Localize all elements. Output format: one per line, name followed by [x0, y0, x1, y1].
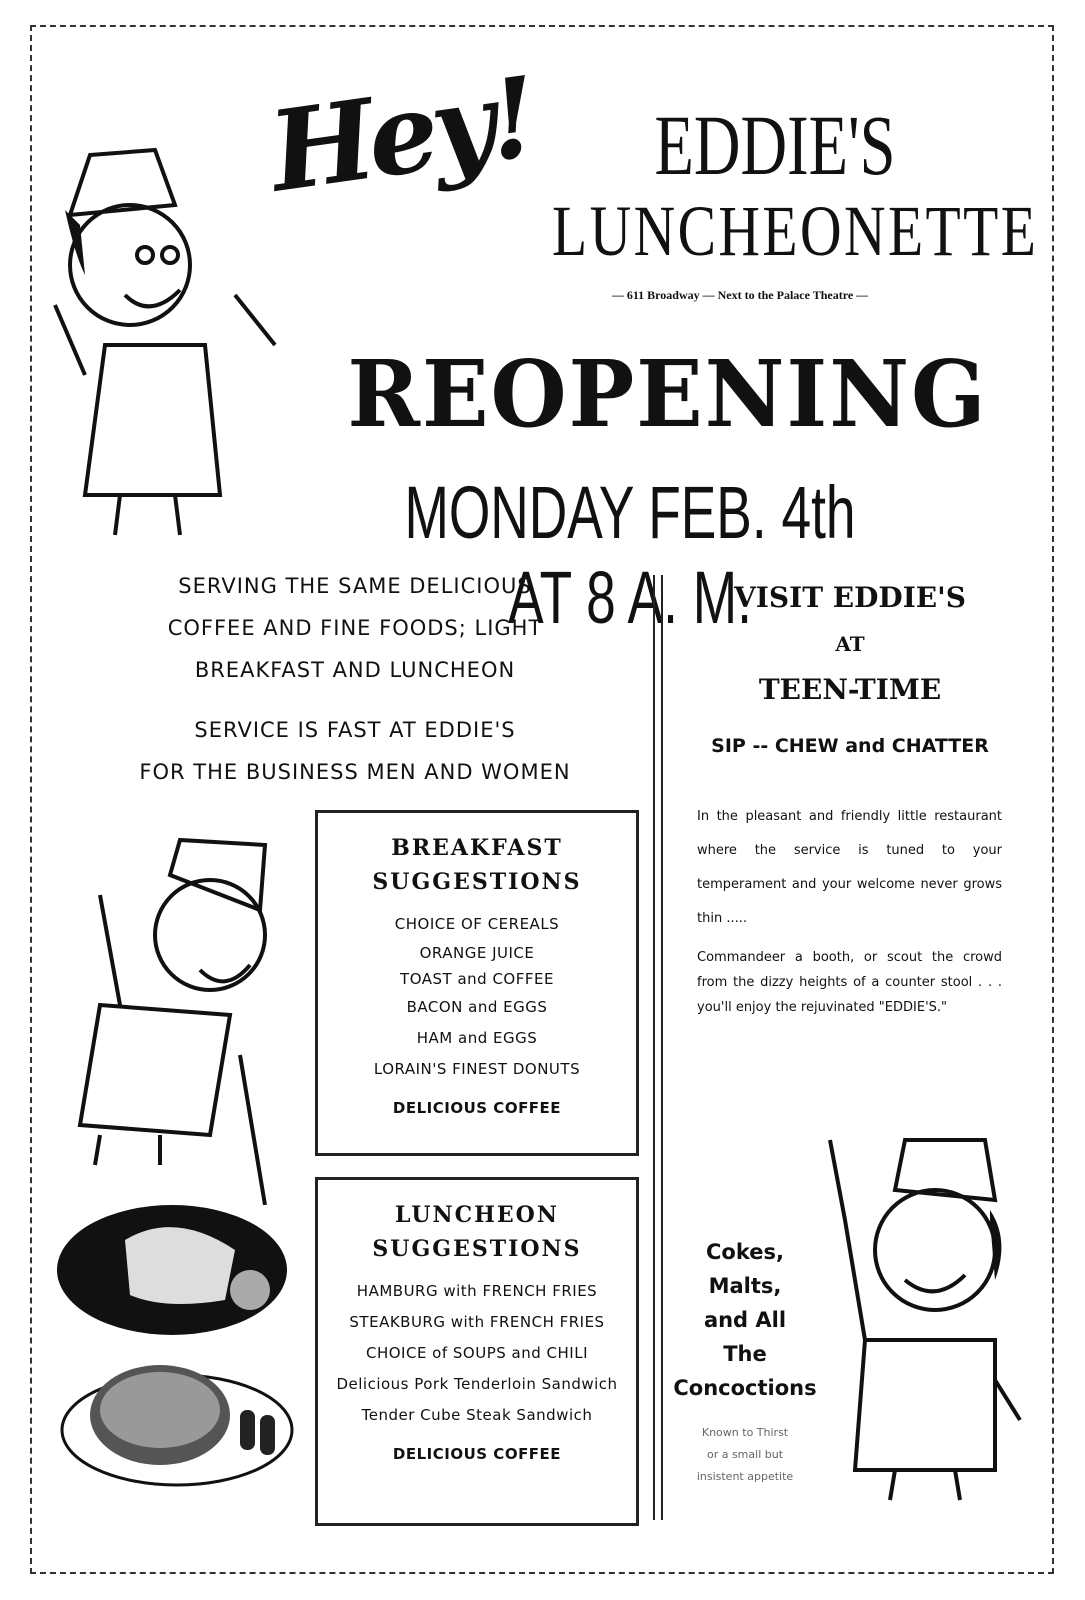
address: — 611 Broadway — Next to the Palace Theatre —: [611, 288, 869, 302]
menu-item: Delicious Pork Tenderloin Sandwich: [336, 1375, 618, 1393]
breakfast-title: BREAKFAST: [391, 835, 563, 861]
teen-line: VISIT EDDIE'S: [734, 581, 966, 614]
luncheon-box: [315, 1177, 639, 1526]
intro-line: BREAKFAST AND LUNCHEON: [194, 658, 516, 682]
cokes-line: and All: [703, 1308, 787, 1332]
menu-item: Tender Cube Steak Sandwich: [361, 1406, 593, 1424]
known-line: insistent appetite: [696, 1470, 794, 1483]
teen-paragraph-2: Commandeer a booth, or scout the crowd from the dizzy heights of a counter stool . . . you'll enjoy the rejuvinated "EDDIE'S.": [697, 950, 1002, 1015]
cokes-text: [670, 1235, 820, 1405]
menu-item: LORAIN'S FINEST DONUTS: [373, 1060, 581, 1078]
intro-text: [100, 565, 610, 793]
luncheon-title: LUNCHEON: [395, 1202, 559, 1228]
column-divider: [653, 575, 663, 1520]
breakfast-box: [315, 810, 639, 1156]
intro-line: SERVING THE SAME DELICIOUS: [178, 574, 532, 598]
headline: REOPENING: [347, 340, 988, 448]
cokes-line: Concoctions: [673, 1376, 817, 1400]
intro-line: SERVICE IS FAST AT EDDIE'S: [194, 718, 516, 742]
coffee-label: DELICIOUS COFFEE: [392, 1099, 562, 1117]
chef-illustration-top: [45, 145, 280, 545]
burger-plate-illustration: [60, 1360, 295, 1490]
intro-line: FOR THE BUSINESS MEN AND WOMEN: [139, 760, 571, 784]
menu-item: TOAST and COFFEE: [400, 970, 554, 988]
menu-item: BACON and EGGS: [406, 998, 548, 1016]
title-eddies: EDDIE'S: [654, 97, 896, 193]
intro-line: COFFEE AND FINE FOODS; LIGHT: [167, 616, 543, 640]
sip-chew-chatter: SIP -- CHEW and CHATTER: [711, 735, 989, 757]
title-luncheonette: LUNCHEONETTE: [552, 191, 1039, 271]
menu-item: HAM and EGGS: [416, 1029, 538, 1047]
cokes-line: Malts,: [708, 1274, 782, 1298]
chef-illustration-middle: [60, 835, 275, 1205]
known-line: Known to Thirst: [701, 1426, 789, 1439]
chef-illustration-bottom: [795, 1130, 1025, 1510]
menu-item: STEAKBURG with FRENCH FRIES: [349, 1313, 605, 1331]
teen-time-heading: [680, 575, 1020, 713]
coffee-label: DELICIOUS COFFEE: [392, 1445, 562, 1463]
menu-item: HAMBURG with FRENCH FRIES: [356, 1282, 598, 1300]
menu-item: CHOICE of SOUPS and CHILI: [365, 1344, 589, 1362]
known-text: [670, 1422, 820, 1488]
menu-item: ORANGE JUICE: [419, 944, 535, 962]
teen-line: AT: [835, 632, 865, 656]
date-line: MONDAY FEB. 4th AT 8 A. M.: [404, 471, 856, 639]
hey-script: Hey!: [262, 52, 540, 217]
luncheon-subtitle: SUGGESTIONS: [372, 1236, 582, 1262]
cokes-line: The: [723, 1342, 767, 1366]
breakfast-subtitle: SUGGESTIONS: [372, 869, 582, 895]
teen-line: TEEN-TIME: [758, 673, 942, 706]
teen-paragraph-1: In the pleasant and friendly little restaurant where the service is tuned to your temperament and your welcome never grows thin .....: [697, 809, 1002, 926]
food-plate-illustration: [55, 1200, 290, 1340]
menu-item: CHOICE OF CEREALS: [394, 915, 560, 933]
known-line: or a small but: [706, 1448, 784, 1461]
cokes-line: Cokes,: [706, 1240, 784, 1264]
